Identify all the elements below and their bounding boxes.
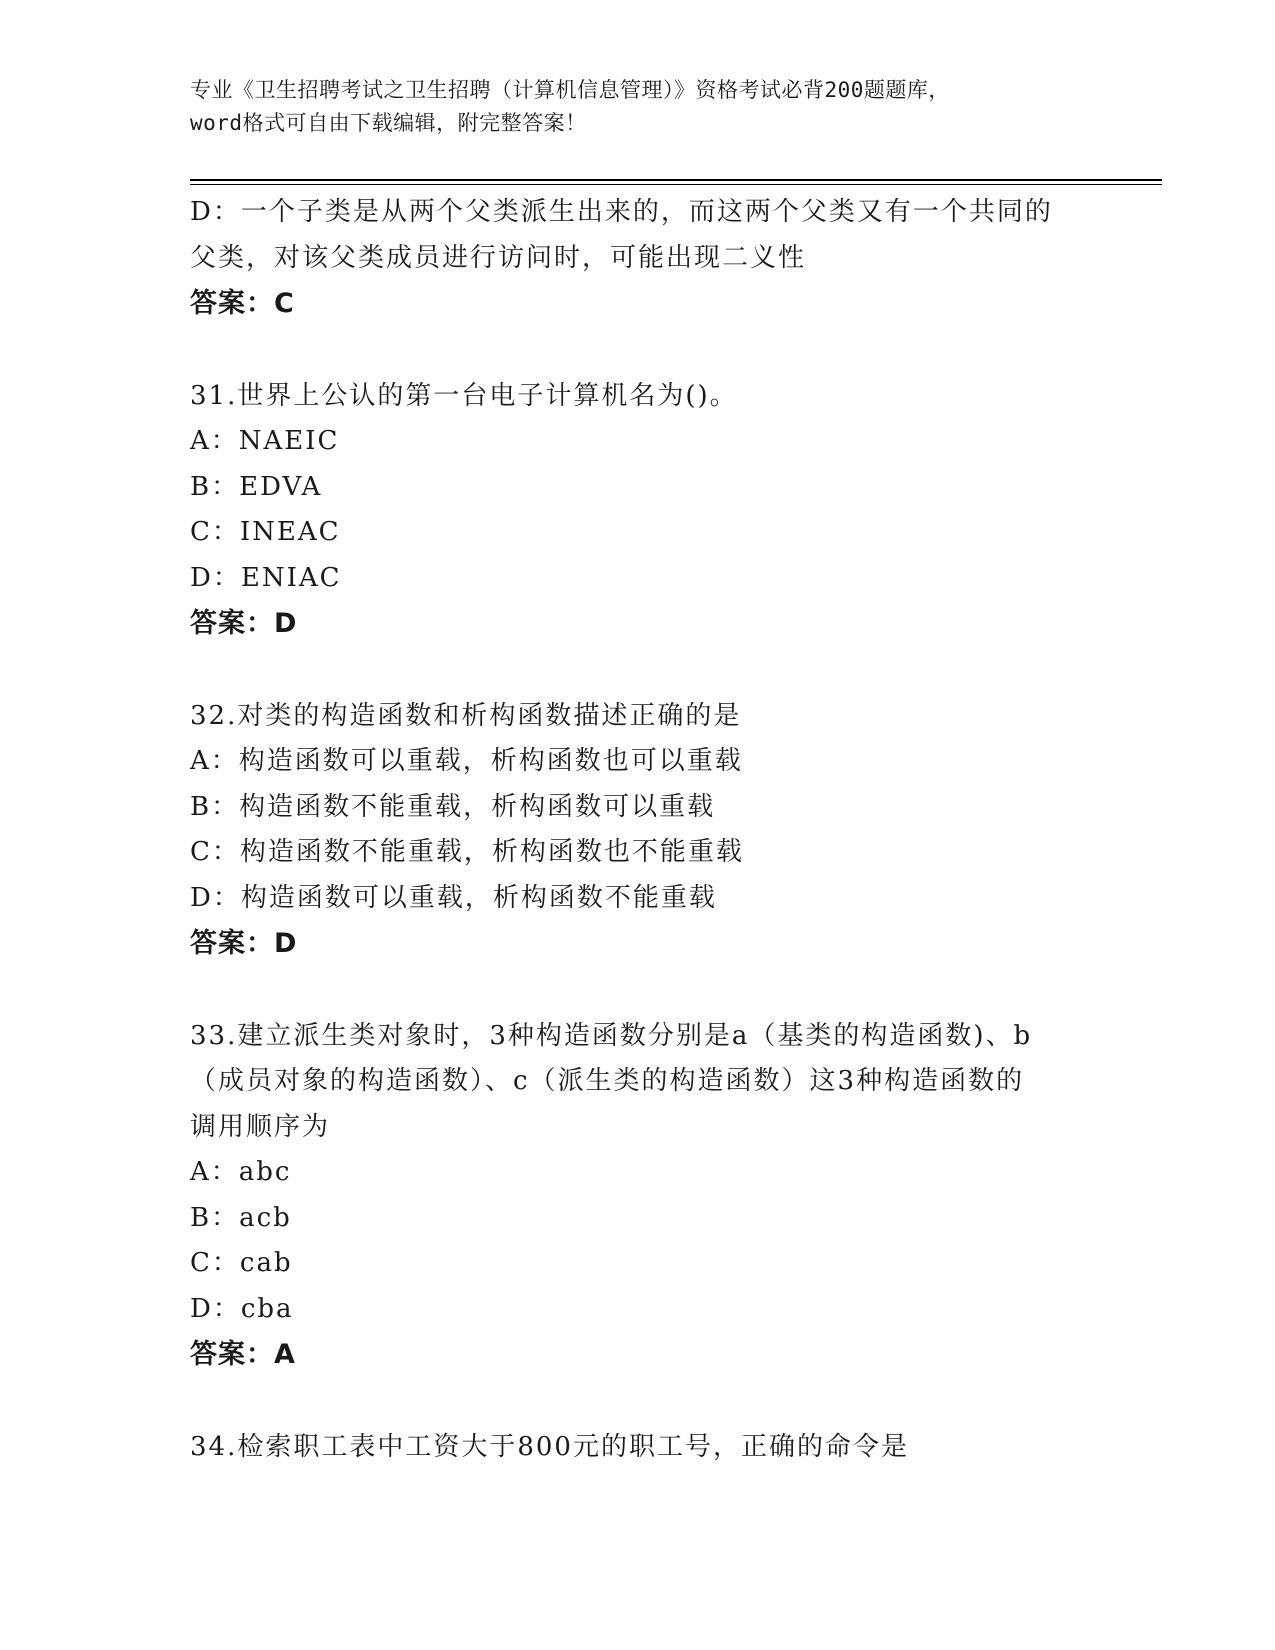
- spacer: [190, 327, 1090, 374]
- question-31: [190, 374, 1090, 647]
- header-divider-thick: [190, 179, 1162, 181]
- question-33: [190, 1014, 1090, 1378]
- question-text-continued: （成员对象的构造函数）、c（派生类的构造函数）这3种构造函数的: [190, 1066, 1025, 1096]
- answer-label: 答案：C: [190, 288, 295, 319]
- option-b: B：EDVA: [190, 471, 323, 502]
- option-c: C：构造函数不能重载，析构函数也不能重载: [190, 837, 744, 867]
- question-text: 34.检索职工表中工资大于800元的职工号，正确的命令是: [190, 1431, 909, 1462]
- option-d: D：一个子类是从两个父类派生出来的，而这两个父类又有一个共同的: [190, 197, 1053, 227]
- option-d-continued: 父类，对该父类成员进行访问时，可能出现二义性: [190, 242, 807, 273]
- question-32: [190, 694, 1090, 967]
- option-b: B：构造函数不能重载，析构函数可以重载: [190, 791, 716, 822]
- option-c: C：cab: [190, 1248, 293, 1278]
- option-d: D：ENIAC: [190, 562, 342, 593]
- option-b: B：acb: [190, 1202, 292, 1233]
- answer-label: 答案：D: [190, 608, 298, 639]
- spacer: [190, 1378, 1090, 1425]
- option-a: A：abc: [190, 1157, 292, 1187]
- option-d: D：构造函数可以重载，析构函数不能重载: [190, 882, 717, 913]
- answer-label: 答案：D: [190, 928, 298, 959]
- question-text-continued: 调用顺序为: [190, 1111, 331, 1142]
- option-a: A：构造函数可以重载，析构函数也可以重载: [190, 746, 743, 776]
- spacer: [190, 647, 1090, 694]
- question-text: 31.世界上公认的第一台电子计算机名为()。: [190, 380, 738, 411]
- answer-label: 答案：A: [190, 1339, 296, 1370]
- question-text: 32.对类的构造函数和析构函数描述正确的是: [190, 700, 742, 731]
- header-title-line-2: word格式可自由下载编辑，附完整答案！: [190, 111, 587, 135]
- header-divider-thin: [190, 184, 1162, 185]
- header-title-line-1: 专业《卫生招聘考试之卫生招聘（计算机信息管理）》资格考试必背200题题库，: [190, 78, 950, 102]
- question-list: [190, 190, 1090, 1470]
- question-30-tail: [190, 190, 1090, 327]
- question-34: [190, 1425, 1090, 1471]
- option-d: D：cba: [190, 1293, 294, 1324]
- document-header: [190, 74, 1090, 140]
- question-text: 33.建立派生类对象时，3种构造函数分别是a（基类的构造函数)、b: [190, 1020, 1033, 1051]
- option-c: C：INEAC: [190, 517, 341, 547]
- option-a: A：NAEIC: [190, 426, 340, 456]
- spacer: [190, 967, 1090, 1014]
